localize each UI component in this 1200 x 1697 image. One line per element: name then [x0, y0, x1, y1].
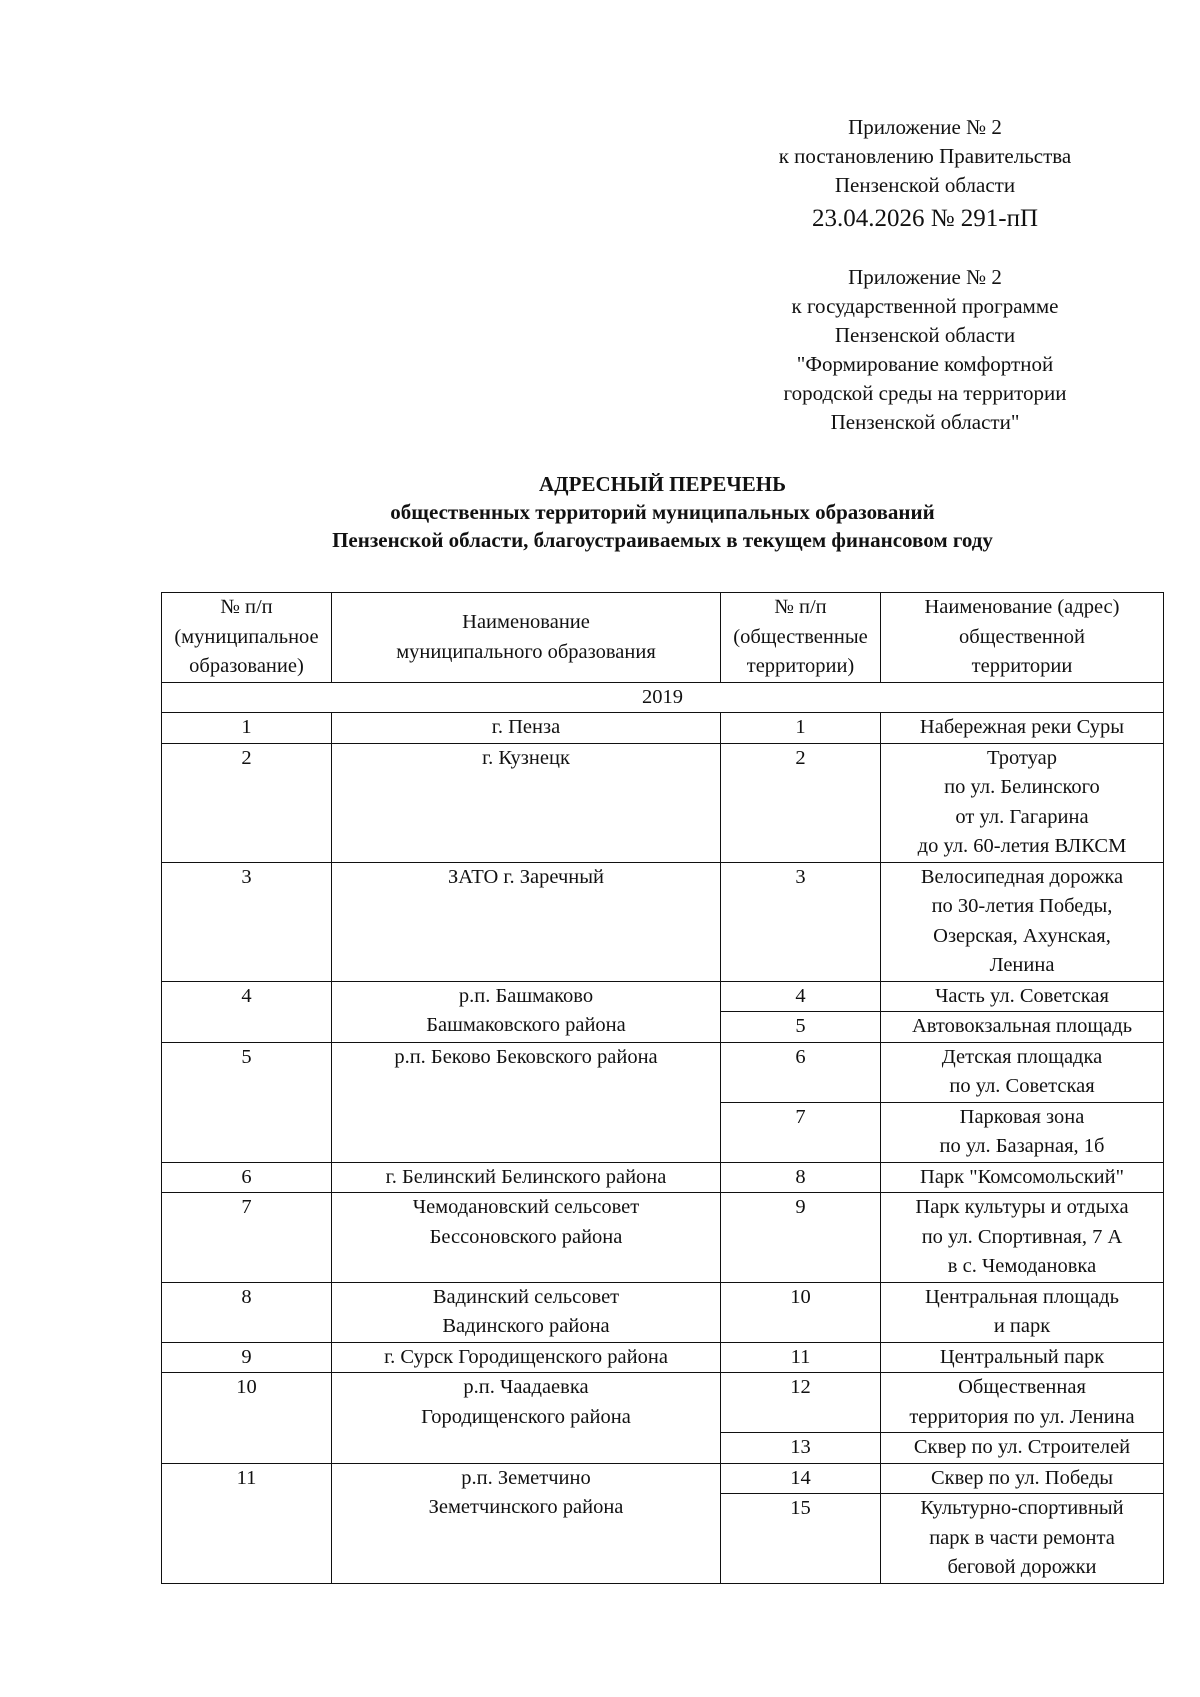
- territory-name-cell: [881, 1012, 1164, 1043]
- territory-name-line: Набережная реки Суры: [919, 716, 1125, 738]
- mo-number-cell: 3: [162, 862, 332, 981]
- territory-name-cell: [881, 1463, 1164, 1494]
- territory-name-line: Тротуар: [987, 746, 1057, 769]
- header-text-line: (общественные: [733, 625, 868, 648]
- header-territory-name: [881, 593, 1164, 683]
- territory-number-cell: 5: [721, 1012, 881, 1043]
- territory-number-cell: 14: [721, 1463, 881, 1494]
- header-line: Пензенской области: [834, 173, 1016, 197]
- table-row: [162, 981, 1164, 1012]
- header-appendix-decree: [740, 113, 1110, 236]
- territory-number-cell: 10: [721, 1282, 881, 1342]
- territory-name-line: от ул. Гагарина: [955, 805, 1089, 828]
- mo-name-line: Вадинского района: [442, 1315, 610, 1337]
- header-line: Пензенской области: [834, 323, 1016, 347]
- territory-name-cell: [881, 1162, 1164, 1193]
- mo-number-cell: 9: [162, 1342, 332, 1373]
- mo-name-line: Бессоновского района: [429, 1225, 623, 1248]
- territory-name-line: Парк "Комсомольский": [920, 1165, 1124, 1188]
- territory-name-cell: [881, 1373, 1164, 1433]
- mo-name-cell: [332, 1373, 721, 1464]
- table-row: [162, 1463, 1164, 1494]
- header-line: "Формирование комфортной: [796, 352, 1054, 376]
- mo-name-cell: [332, 743, 721, 862]
- territory-number-cell: 6: [721, 1042, 881, 1102]
- mo-name-cell: [332, 1042, 721, 1162]
- mo-name-line: Башмаковского района: [426, 1014, 626, 1036]
- table-header-row: [162, 593, 1164, 683]
- territory-name-cell: [881, 1102, 1164, 1162]
- mo-name-line: р.п. Земетчино: [461, 1466, 591, 1489]
- territory-number-cell: 13: [721, 1433, 881, 1464]
- territory-name-line: и парк: [993, 1315, 1051, 1337]
- year-cell: 2019: [162, 683, 1164, 713]
- territory-name-line: по ул. Спортивная, 7 А: [921, 1225, 1123, 1248]
- mo-name-line: г. Пенза: [491, 716, 561, 738]
- mo-name-line: р.п. Беково Бековского района: [394, 1045, 658, 1068]
- header-line: Приложение № 2: [848, 265, 1002, 289]
- territory-name-line: Центральная площадь: [925, 1285, 1119, 1308]
- header-line: к государственной программе: [791, 294, 1059, 318]
- territory-name-line: по ул. Белинского: [944, 776, 1100, 798]
- territory-number-cell: 11: [721, 1342, 881, 1373]
- header-appendix-program: [740, 263, 1110, 437]
- territory-name-line: Сквер по ул. Победы: [930, 1466, 1114, 1489]
- mo-number-cell: 4: [162, 981, 332, 1042]
- header-text-line: № п/п: [220, 596, 273, 618]
- territory-number-cell: 4: [721, 981, 881, 1012]
- title-line: Пензенской области, благоустраиваемых в текущем финансовом году: [332, 528, 993, 552]
- territory-name-line: Озерская, Ахунская,: [933, 924, 1111, 947]
- territory-name-cell: [881, 1193, 1164, 1283]
- address-list-table: [161, 592, 1164, 1584]
- header-mo-number: [162, 593, 332, 683]
- territory-number-cell: 15: [721, 1494, 881, 1584]
- territory-name-cell: [881, 1494, 1164, 1584]
- mo-name-line: Городищенского района: [421, 1405, 631, 1428]
- header-mo-name: [332, 593, 721, 683]
- title-line: общественных территорий муниципальных образований: [390, 500, 935, 524]
- header-text-line: общественной: [959, 625, 1085, 648]
- territory-name-line: Центральный парк: [939, 1345, 1105, 1368]
- header-text-line: (муниципальное: [174, 625, 319, 648]
- territory-name-line: парк в части ремонта: [929, 1526, 1115, 1549]
- header-text-line: Наименование: [462, 611, 590, 633]
- mo-name-cell: [332, 862, 721, 981]
- territory-name-cell: [881, 1433, 1164, 1464]
- mo-name-line: Земетчинского района: [428, 1496, 624, 1518]
- mo-name-line: р.п. Чаадаевка: [463, 1376, 589, 1398]
- mo-number-cell: 5: [162, 1042, 332, 1162]
- territory-name-line: территория по ул. Ленина: [909, 1405, 1135, 1428]
- territory-name-cell: [881, 713, 1164, 744]
- territory-name-line: Детская площадка: [941, 1045, 1103, 1068]
- territory-name-cell: [881, 1342, 1164, 1373]
- territory-name-line: Парковая зона: [959, 1105, 1085, 1128]
- mo-name-line: Чемодановский сельсовет: [412, 1196, 640, 1218]
- table-row: [162, 1193, 1164, 1283]
- territory-name-line: по ул. Советская: [949, 1075, 1095, 1097]
- mo-name-cell: [332, 1342, 721, 1373]
- header-territory-number: [721, 593, 881, 683]
- mo-number-cell: 2: [162, 743, 332, 862]
- mo-name-cell: [332, 713, 721, 744]
- mo-number-cell: 7: [162, 1193, 332, 1283]
- mo-number-cell: 11: [162, 1463, 332, 1583]
- territory-name-cell: [881, 862, 1164, 981]
- mo-name-cell: [332, 1193, 721, 1283]
- territory-name-line: Сквер по ул. Строителей: [913, 1436, 1131, 1458]
- territory-name-cell: [881, 743, 1164, 862]
- mo-name-line: г. Белинский Белинского района: [385, 1165, 667, 1188]
- header-text-line: образование): [189, 655, 304, 677]
- mo-name-cell: [332, 1463, 721, 1583]
- year-row: [162, 683, 1164, 713]
- mo-name-line: р.п. Башмаково: [458, 984, 594, 1007]
- mo-number-cell: 8: [162, 1282, 332, 1342]
- territory-number-cell: 2: [721, 743, 881, 862]
- territory-number-cell: 1: [721, 713, 881, 744]
- territory-name-line: Велосипедная дорожка: [920, 865, 1124, 888]
- territory-number-cell: 12: [721, 1373, 881, 1433]
- header-line: Приложение № 2: [848, 115, 1002, 139]
- territory-name-cell: [881, 1282, 1164, 1342]
- table-row: [162, 713, 1164, 744]
- territory-name-line: по 30-летия Победы,: [931, 895, 1113, 917]
- territory-name-line: в с. Чемодановка: [947, 1255, 1097, 1277]
- mo-number-cell: 10: [162, 1373, 332, 1464]
- territory-name-line: Культурно-спортивный: [920, 1497, 1124, 1519]
- table-row: [162, 1042, 1164, 1102]
- table-row: [162, 862, 1164, 981]
- territory-name-cell: [881, 981, 1164, 1012]
- territory-name-line: Парк культуры и отдыха: [915, 1196, 1129, 1218]
- mo-number-cell: 1: [162, 713, 332, 744]
- header-text-line: муниципального образования: [396, 640, 656, 663]
- territory-name-line: Общественная: [958, 1376, 1086, 1398]
- mo-name-cell: [332, 1282, 721, 1342]
- header-line: Пензенской области": [830, 410, 1020, 434]
- header-line: к постановлению Правительства: [778, 144, 1072, 168]
- title-line: АДРЕСНЫЙ ПЕРЕЧЕНЬ: [539, 472, 786, 496]
- mo-name-cell: [332, 981, 721, 1042]
- territory-name-line: по ул. Базарная, 1б: [939, 1135, 1105, 1157]
- header-text-line: Наименование (адрес): [924, 596, 1120, 618]
- territory-name-line: до ул. 60-летия ВЛКСМ: [917, 835, 1127, 857]
- header-text-line: № п/п: [774, 596, 827, 618]
- table-row: [162, 1162, 1164, 1193]
- header-line: городской среды на территории: [783, 381, 1067, 405]
- territory-name-line: беговой дорожки: [947, 1556, 1097, 1578]
- territory-name-line: Автовокзальная площадь: [911, 1015, 1133, 1037]
- table-row: [162, 1342, 1164, 1373]
- territory-name-line: Ленина: [989, 954, 1055, 976]
- document-title: [160, 470, 1165, 554]
- table-row: [162, 1373, 1164, 1433]
- mo-number-cell: 6: [162, 1162, 332, 1193]
- mo-name-line: Вадинский сельсовет: [432, 1285, 620, 1308]
- mo-name-cell: [332, 1162, 721, 1193]
- table-row: [162, 743, 1164, 862]
- territory-number-cell: 8: [721, 1162, 881, 1193]
- territory-number-cell: 7: [721, 1102, 881, 1162]
- table-row: [162, 1282, 1164, 1342]
- mo-name-line: ЗАТО г. Заречный: [447, 865, 605, 888]
- mo-name-line: г. Кузнецк: [482, 746, 570, 769]
- decree-date-number: 23.04.2026 № 291-пП: [811, 205, 1039, 232]
- territory-name-cell: [881, 1042, 1164, 1102]
- territory-name-line: Часть ул. Советская: [935, 984, 1109, 1007]
- territory-number-cell: 9: [721, 1193, 881, 1283]
- header-text-line: территории): [746, 655, 855, 677]
- territory-number-cell: 3: [721, 862, 881, 981]
- header-text-line: территории: [971, 655, 1073, 677]
- mo-name-line: г. Сурск Городищенского района: [384, 1345, 668, 1368]
